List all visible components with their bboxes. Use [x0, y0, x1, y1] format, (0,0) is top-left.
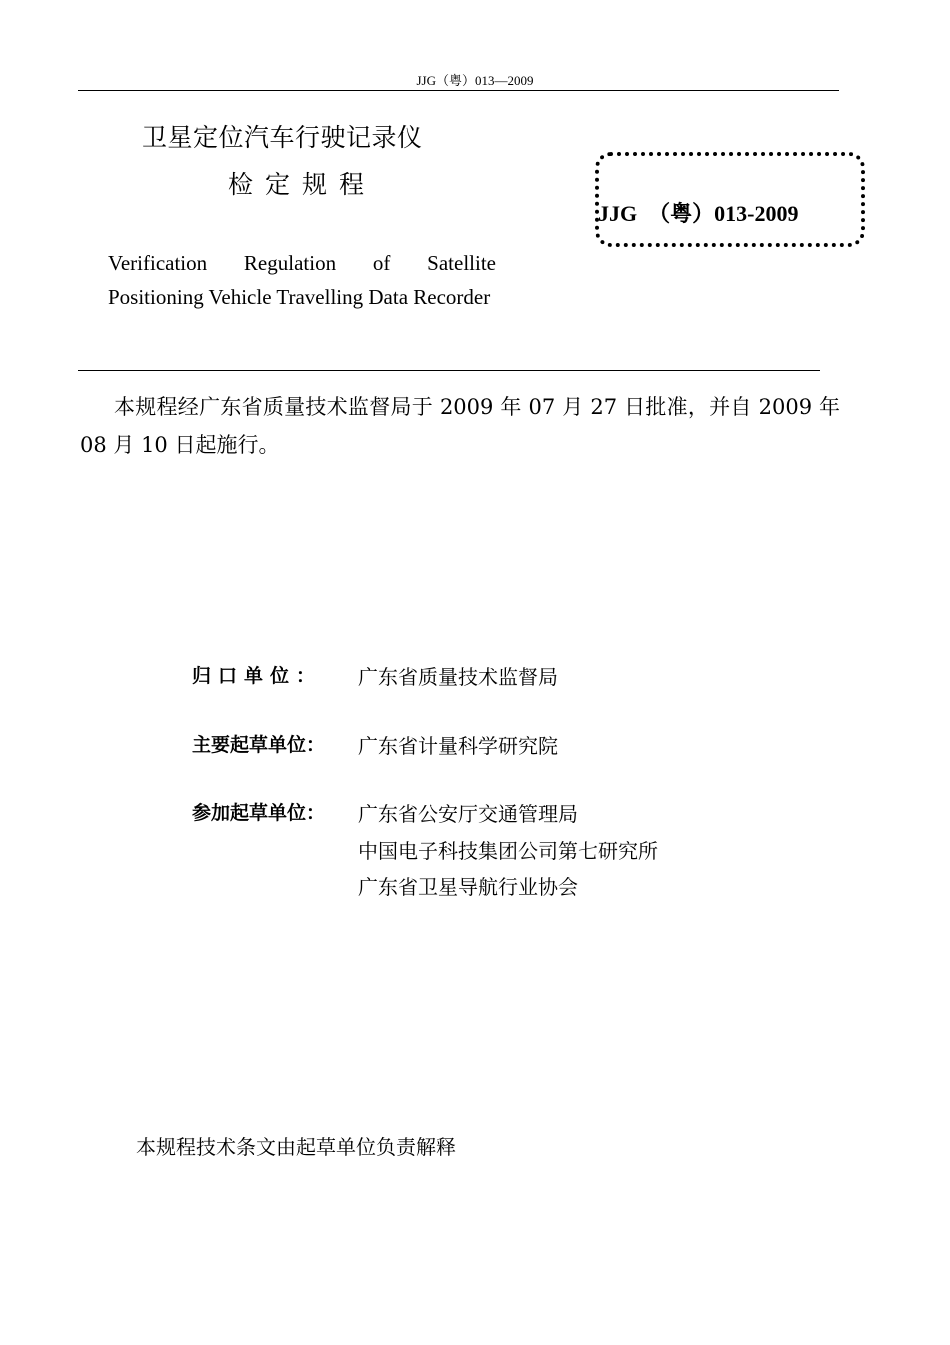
document-title-en-line1: Verification Regulation of Satellite: [108, 251, 496, 275]
responsible-unit-value: 广东省质量技术监督局: [358, 665, 558, 689]
main-drafter-label: 主要起草单位：: [192, 734, 326, 756]
section-rule: [78, 370, 820, 371]
document-title-cn: 卫星定位汽车行驶记录仪: [142, 123, 423, 152]
participating-drafter-value: 广东省公安厅交通管理局: [358, 802, 578, 826]
approval-statement: 本规程经广东省质量技术监督局于 2009 年 07 月 27 日批准，并自 2009 年 08 月 10 日起施行。: [80, 395, 840, 457]
document-subtitle-cn: 检定规程: [228, 170, 377, 199]
header-rule: [78, 90, 839, 91]
running-header: JJG（粤）013—2009: [416, 73, 534, 88]
participating-drafter-value: 广东省卫星导航行业协会: [358, 875, 578, 899]
document-title-en-line2: Positioning Vehicle Travelling Data Recorder: [108, 285, 491, 309]
regulation-code: JJG （粤）013-2009: [598, 201, 799, 226]
interpretation-note: 本规程技术条文由起草单位负责解释: [136, 1135, 456, 1159]
participating-drafter-value: 中国电子科技集团公司第七研究所: [358, 839, 658, 863]
responsible-unit-label: 归口单位：: [192, 665, 323, 687]
participating-drafter-label: 参加起草单位：: [192, 802, 326, 824]
main-drafter-value: 广东省计量科学研究院: [358, 734, 558, 758]
